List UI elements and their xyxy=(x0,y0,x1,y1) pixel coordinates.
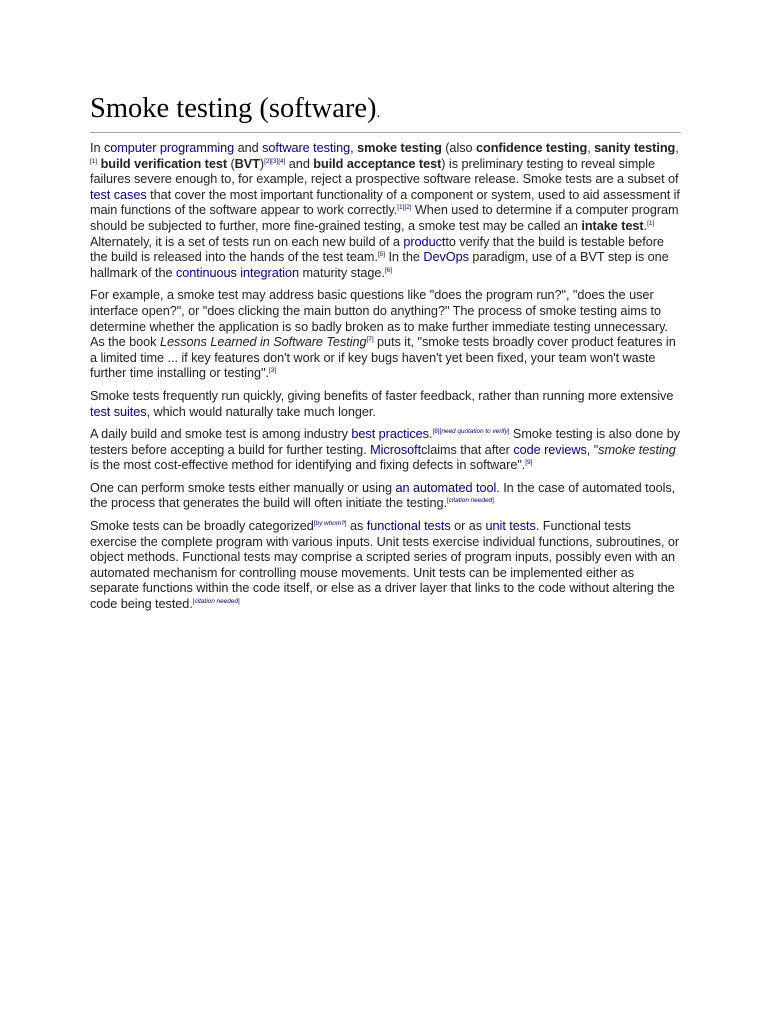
citation-ref[interactable]: [2][3][4] xyxy=(264,157,286,165)
link-product[interactable]: product xyxy=(403,234,446,249)
citation-needed[interactable] xyxy=(447,497,494,504)
book-title: Lessons Learned in Software Testing xyxy=(159,335,367,350)
citation-bracket: ] xyxy=(237,598,240,606)
text: When used to determine if a computer program should be subjected to further, more fine-grained testing, a smoke test may be called an xyxy=(90,203,679,233)
citation-ref[interactable]: [5] xyxy=(377,251,385,259)
text: . In the case of automated tools, the process that generates the build will often initiate the testing. xyxy=(90,480,676,511)
citation-ref[interactable]: [7] xyxy=(366,336,374,344)
article xyxy=(90,92,681,620)
text: . xyxy=(643,218,648,233)
link-test-suites[interactable]: test suites xyxy=(90,404,147,419)
term-bvt: BVT xyxy=(234,156,260,171)
citation-bracket: [ xyxy=(446,497,449,505)
text: , which would naturally take much longer. xyxy=(146,404,376,419)
citation-ref[interactable] xyxy=(432,428,509,435)
paragraph-manual-automated xyxy=(90,481,681,512)
paragraph-daily-build xyxy=(90,427,681,474)
text: paradigm, use of a BVT step is one hallmark of the xyxy=(90,250,669,280)
term-build-acceptance-test: build acceptance test xyxy=(313,156,442,171)
term-intake-test: intake test xyxy=(581,218,644,233)
link-devops[interactable]: DevOps xyxy=(423,250,469,265)
page-title-text: Smoke testing (software) xyxy=(90,93,377,124)
text: One can perform smoke tests either manually or using xyxy=(90,480,396,495)
link-unit-tests[interactable]: unit tests xyxy=(485,519,536,534)
citation-bracket: ] xyxy=(492,497,494,505)
quote-italic: smoke testing xyxy=(598,442,676,457)
term-confidence-testing: confidence testing xyxy=(475,141,588,155)
text: . xyxy=(428,427,433,442)
text: puts it, "smoke tests broadly cover product features in a limited time ... if key features don't work or if key bugs haven't yet been fixed, your team won't waste further time installing or testing". xyxy=(90,335,676,381)
text: (also xyxy=(441,141,476,155)
text: Smoke tests can be broadly categorized xyxy=(90,519,314,534)
text: or as xyxy=(450,519,486,534)
link-software-testing[interactable]: software testing xyxy=(262,141,351,155)
text: In the xyxy=(384,250,424,265)
text: Smoke testing is also done by testers before accepting a build for further testing. xyxy=(90,427,681,457)
text: and xyxy=(285,156,314,171)
text: claims that after xyxy=(421,442,514,457)
citation-bracket: ] xyxy=(344,520,347,528)
text: . Functional tests exercise the complete program with various inputs. Unit tests exercise individual functions, subroutines, or object methods. Functional tests may comprise a scripted series of program inputs, possibly even with an automated mechanism for controlling mouse movements. Unit tests can be implemented either as separate functions within the code itself, or else as a driver layer that links to the code without altering the code being tested. xyxy=(90,519,680,612)
citation-by-whom[interactable] xyxy=(314,520,347,527)
page-title-suffix: . xyxy=(376,106,381,121)
text: ) xyxy=(259,156,265,171)
citation-bracket: ] xyxy=(507,428,510,436)
citation-bracket: [8][ xyxy=(432,428,442,436)
text: For example, a smoke test may address basic questions like "does the program run?", "does the user interface open?", or "does clicking the main button do anything?" The process of smoke testing aims to determine whether the application is so badly broken as to make further immediate testing unnecessary. As the book xyxy=(90,288,668,350)
link-best-practices[interactable]: best practices xyxy=(351,427,429,442)
citation-ref[interactable]: [9] xyxy=(525,459,533,467)
citation-ref[interactable]: [1][2] xyxy=(397,204,412,212)
link-test-cases[interactable]: test cases xyxy=(90,187,147,202)
text: ( xyxy=(227,156,235,171)
link-automated-tool[interactable]: an automated tool xyxy=(395,480,497,495)
citation-ref[interactable]: [3] xyxy=(269,367,277,375)
citation-note: need quotation to verify xyxy=(441,428,508,436)
text: to verify that the build is testable before the build is released into the hands of the test team. xyxy=(90,234,664,265)
page-title xyxy=(90,92,681,133)
text: , " xyxy=(586,442,599,457)
term-build-verification-test: build verification test xyxy=(100,156,228,171)
link-computer-programming[interactable]: computer programming xyxy=(103,141,235,155)
text: Alternately, it is a set of tests run on each new build of a xyxy=(90,234,404,249)
text: that cover the most important functionality of a component or system, used to aid assessment if main functions of the software appear to work correctly. xyxy=(90,187,680,218)
citation-note: by whom? xyxy=(315,520,345,528)
text: Smoke tests frequently run quickly, giving benefits of faster feedback, rather than running more extensive xyxy=(90,388,674,403)
text: , xyxy=(675,141,679,155)
citation-bracket: [ xyxy=(313,520,316,528)
link-code-reviews[interactable]: code reviews xyxy=(513,442,587,457)
citation-needed[interactable] xyxy=(193,598,240,605)
link-functional-tests[interactable]: functional tests xyxy=(366,519,451,534)
text: A daily build and smoke test is among industry xyxy=(90,427,352,442)
citation-ref[interactable]: [1] xyxy=(90,157,98,165)
paragraph-speed xyxy=(90,389,681,420)
text: ) is preliminary testing to reveal simple failures severe enough to, for example, reject a prospective software release. Smoke tests are a subset of xyxy=(90,156,679,187)
link-microsoft[interactable]: Microsoft xyxy=(370,442,422,457)
text: maturity stage. xyxy=(298,265,385,280)
text: , xyxy=(350,141,358,155)
text: In xyxy=(90,141,104,155)
link-continuous-integration[interactable]: continuous integration xyxy=(175,265,299,280)
text: as xyxy=(346,519,367,534)
citation-ref[interactable]: [6] xyxy=(384,266,392,274)
text: is the most cost-effective method for identifying and fixing defects in software". xyxy=(90,458,526,473)
citation-bracket: [ xyxy=(192,598,195,606)
citation-note: citation needed xyxy=(194,598,238,606)
term-smoke-testing: smoke testing xyxy=(357,141,442,155)
paragraph-categories xyxy=(90,519,681,613)
paragraph-example xyxy=(90,288,681,382)
citation-note: citation needed xyxy=(448,497,493,505)
citation-ref[interactable]: [1] xyxy=(647,219,655,227)
text: and xyxy=(234,141,263,155)
text: , xyxy=(587,141,595,155)
term-sanity-testing: sanity testing xyxy=(594,141,676,155)
paragraph-intro xyxy=(90,141,681,281)
